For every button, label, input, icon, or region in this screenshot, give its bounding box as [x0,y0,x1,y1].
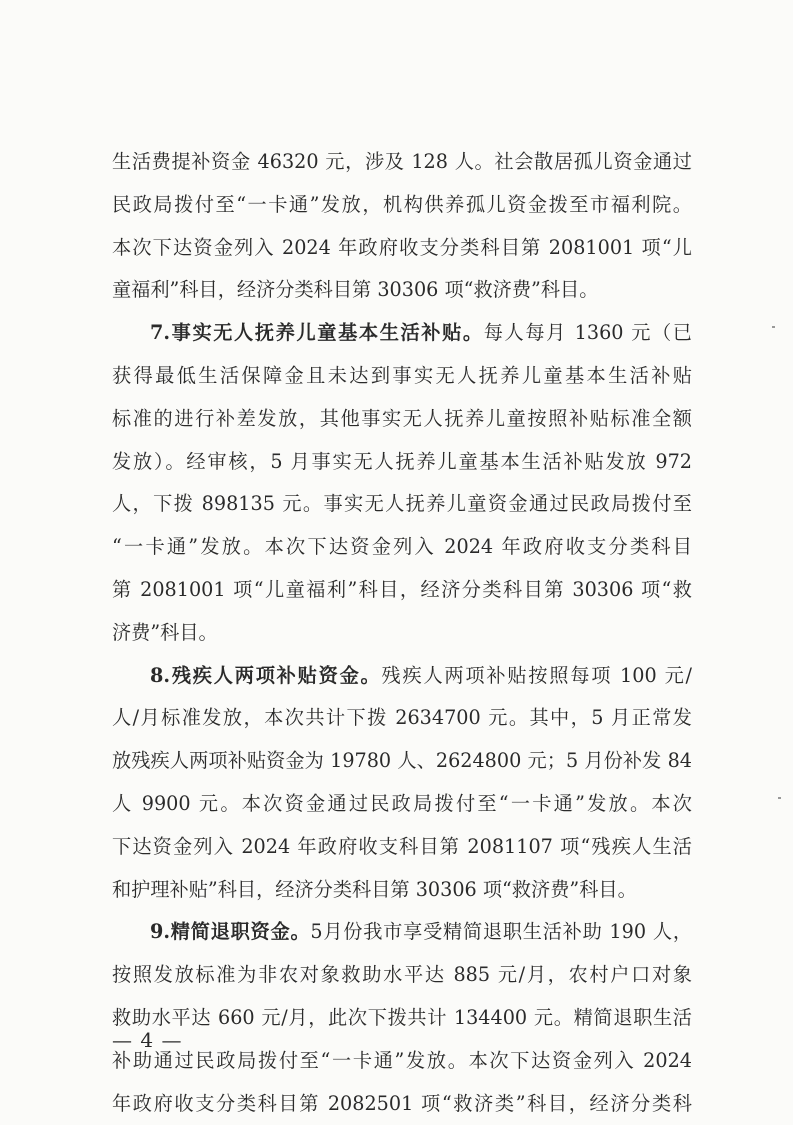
text-line: 放残疾人两项补贴资金为 19780 人、2624800 元；5 月份补发 84 [112,749,692,773]
text-line: 下达资金列入 2024 年政府收支科目第 2081107 项“残疾人生活 [112,834,692,858]
text-line: 年政府收支分类科目第 2082501 项“救济类”科目，经济分类科 [112,1091,692,1115]
text-line [112,312,692,355]
text-segment: 每人每月 1360 元（已 [483,321,692,345]
text-segment: 5月份我市享受精简退职生活补助 190 人， [310,920,693,944]
text-line: 民政局拨付至“一卡通”发放，机构供养孤儿资金拨至市福利院。 [112,192,692,216]
document-body [112,141,692,1125]
text-segment: 残疾人两项补贴按照每项 100 元/ [381,663,692,687]
text-line: 发放）。经审核，5 月事实无人抚养儿童基本生活补贴发放 972 [112,449,692,473]
text-line: 第 2081001 项“儿童福利”科目，经济分类科目第 30306 项“救 [112,577,692,601]
text-line: 救助水平达 660 元/月，此次下拨共计 134400 元。精简退职生活 [112,1005,692,1029]
text-line: 本次下达资金列入 2024 年政府收支分类科目第 2081001 项“儿 [112,235,692,259]
section-heading-8: 8.残疾人两项补贴资金。 [150,663,382,687]
text-line: 童福利”科目，经济分类科目第 30306 项“救济费”科目。 [112,278,599,302]
text-line: 人/月标准发放，本次共计下拨 2634700 元。其中，5 月正常发 [112,706,692,730]
text-line: 生活费提补资金 46320 元，涉及 128 人。社会散居孤儿资金通过 [112,150,692,173]
section-heading-9: 9.精简退职资金。 [150,920,311,944]
text-line: 获得最低生活保障金且未达到事实无人抚养儿童基本生活补贴 [112,363,692,387]
text-line: 按照发放标准为非农对象救助水平达 885 元/月，农村户口对象 [112,963,692,987]
scan-speck [778,797,781,799]
text-line: 济费”科目。 [112,620,218,644]
scan-speck [772,326,775,328]
page-number: — 4 — [112,1028,183,1052]
text-line [112,655,692,698]
text-line [112,911,692,954]
text-line: 人 9900 元。本次资金通过民政局拨付至“一卡通”发放。本次 [112,791,692,815]
text-line: 人，下拨 898135 元。事实无人抚养儿童资金通过民政局拨付至 [112,492,692,516]
text-line: 补助通过民政局拨付至“一卡通”发放。本次下达资金列入 2024 [112,1048,692,1072]
paragraph-continuation [112,141,692,312]
section-heading-7: 7.事实无人抚养儿童基本生活补贴。 [150,321,484,345]
paragraph-7 [112,312,692,654]
text-line: “一卡通”发放。本次下达资金列入 2024 年政府收支分类科目 [112,535,692,559]
text-line: 和护理补贴”科目，经济分类科目第 30306 项“救济费”科目。 [112,877,637,901]
text-line: 标准的进行补差发放，其他事实无人抚养儿童按照补贴标准全额 [112,406,692,430]
paragraph-8 [112,655,692,912]
paragraph-9 [112,911,692,1125]
